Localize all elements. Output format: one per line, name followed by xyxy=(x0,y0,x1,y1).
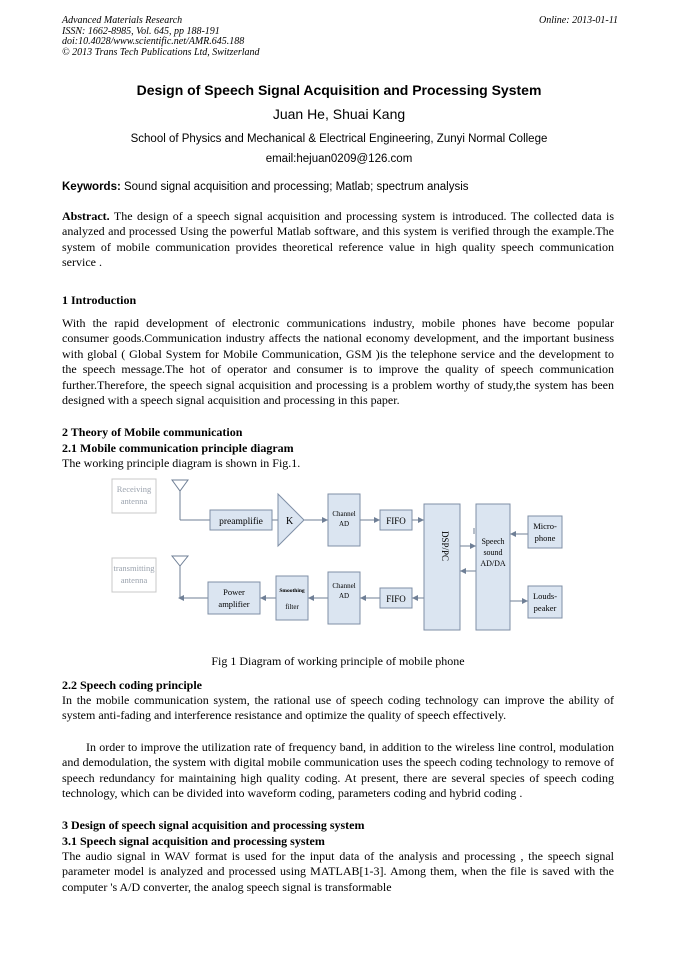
journal-name: Advanced Materials Research xyxy=(62,15,183,26)
channel-ad-bottom-label-2: AD xyxy=(338,592,350,600)
speech-sound-label-3: AD/DA xyxy=(480,559,506,568)
heading-3-1: 3.1 Speech signal acquisition and processing system xyxy=(62,834,325,848)
journal-header xyxy=(62,16,618,58)
heading-theory: 2 Theory of Mobile communication xyxy=(62,425,243,439)
copyright: © 2013 Trans Tech Publications Ltd, Switzerland xyxy=(62,46,260,58)
receiving-antenna-icon xyxy=(172,480,188,491)
keywords xyxy=(62,181,616,193)
preamplifier-label: preamplifie xyxy=(219,517,263,527)
s21-paragraph: The working principle diagram is shown in Fig.1. xyxy=(62,456,301,470)
mobile-phone-diagram xyxy=(110,476,568,636)
power-amplifier-label-2: amplifier xyxy=(218,599,250,609)
transmitting-antenna-label-2: antenna xyxy=(120,575,148,585)
keywords-label: Keywords: xyxy=(62,181,121,193)
authors: Juan He, Shuai Kang xyxy=(272,106,406,122)
abstract-label: Abstract. xyxy=(62,209,110,223)
loudspeaker-label-1: Louds- xyxy=(532,591,558,601)
channel-ad-top-label-1: Channel xyxy=(332,510,356,518)
receiving-antenna-label-2: antenna xyxy=(120,496,148,506)
abstract-text: The design of a speech signal acquisition and processing system is introduced. The collected data is analyzed and processed Using the powerful Matlab software, and this system is verified through the example.The system of mobile communication provides theoretical reference value in high quality speech communication service . xyxy=(62,209,614,270)
smoothing-filter-label-1: Smoothing xyxy=(279,588,305,594)
s22-paragraph-1: In the mobile communication system, the rational use of speech coding technology can improve the ability of system anti-fading and interference resistance and optimize the quality of speech effectively. xyxy=(62,693,614,723)
smoothing-filter-box xyxy=(276,576,308,620)
abstract xyxy=(62,209,614,271)
k-label: K xyxy=(286,516,294,527)
issn: ISSN: 1662-8985, Vol. 645, pp 188-191 xyxy=(62,25,220,37)
microphone-label-1: Micro- xyxy=(533,521,557,531)
paper-title: Design of Speech Signal Acquisition and Processing System xyxy=(136,82,542,98)
intro-paragraph: With the rapid development of electronic communications industry, mobile phones have become popular consumer goods.Communication industry affects the national economy development, and the important business with global ( Global System for Mobile Communication, GSM )is the telephone service and the development to the speech message.The hot of operator and consumer is to improve the quality of speech communication further.Therefore, the speech signal acquisition and processing is a problem worthy of study,the system has been designed with a speech signal acquisition and processing in this paper. xyxy=(62,316,614,408)
channel-ad-top-label-2: AD xyxy=(338,520,350,528)
online-date: Online: 2013-01-11 xyxy=(539,15,618,26)
heading-2-2: 2.2 Speech coding principle xyxy=(62,678,203,692)
transmitting-antenna-icon xyxy=(172,556,188,566)
s31-paragraph: The audio signal in WAV format is used for the input data of the analysis and processing , the speech signal parameter model is analyzed and processed using MATLAB[1-3]. Among them, when the file is saved with the computer 's A/D converter, the analog speech signal is transformable xyxy=(62,849,614,894)
keywords-text: Sound signal acquisition and processing; Matlab; spectrum analysis xyxy=(120,181,469,193)
power-amplifier-label-1: Power xyxy=(223,587,245,597)
loudspeaker-label-2: peaker xyxy=(533,603,557,613)
smoothing-filter-label-2: filter xyxy=(285,603,299,611)
email: email:hejuan0209@126.com xyxy=(265,153,413,165)
affiliation: School of Physics and Mechanical & Electrical Engineering, Zunyi Normal College xyxy=(130,133,548,145)
figure-caption: Fig 1 Diagram of working principle of mobile phone xyxy=(211,654,465,668)
speech-sound-label-1: Speech xyxy=(481,537,505,546)
heading-3: 3 Design of speech signal acquisition and processing system xyxy=(62,818,365,832)
receiving-antenna-label-1: Receiving xyxy=(116,484,152,494)
transmitting-antenna-label-1: transmitting xyxy=(113,563,155,573)
fifo-top-label: FIFO xyxy=(386,516,406,526)
dsp-pc-label: DSP/PC xyxy=(440,530,450,562)
channel-ad-bottom-label-1: Channel xyxy=(332,582,356,590)
heading-introduction: 1 Introduction xyxy=(62,293,137,307)
doi: doi:10.4028/www.scientific.net/AMR.645.188 xyxy=(62,36,245,47)
fifo-bottom-label: FIFO xyxy=(386,594,406,604)
microphone-label-2: phone xyxy=(534,533,556,543)
speech-sound-label-2: sound xyxy=(483,548,503,557)
heading-2-1: 2.1 Mobile communication principle diagram xyxy=(62,441,294,455)
dsp-pc-box xyxy=(424,504,460,630)
s22-paragraph-2: In order to improve the utilization rate of frequency band, in addition to the wireless line control, modulation and demodulation, the system with digital mobile communication uses the speech coding technology to remove of speech redundancy for maintaining high quality coding. At present, there are several species of speech coding technology, which can be divided into waveform coding, parameters coding and hybrid coding . xyxy=(62,740,614,801)
